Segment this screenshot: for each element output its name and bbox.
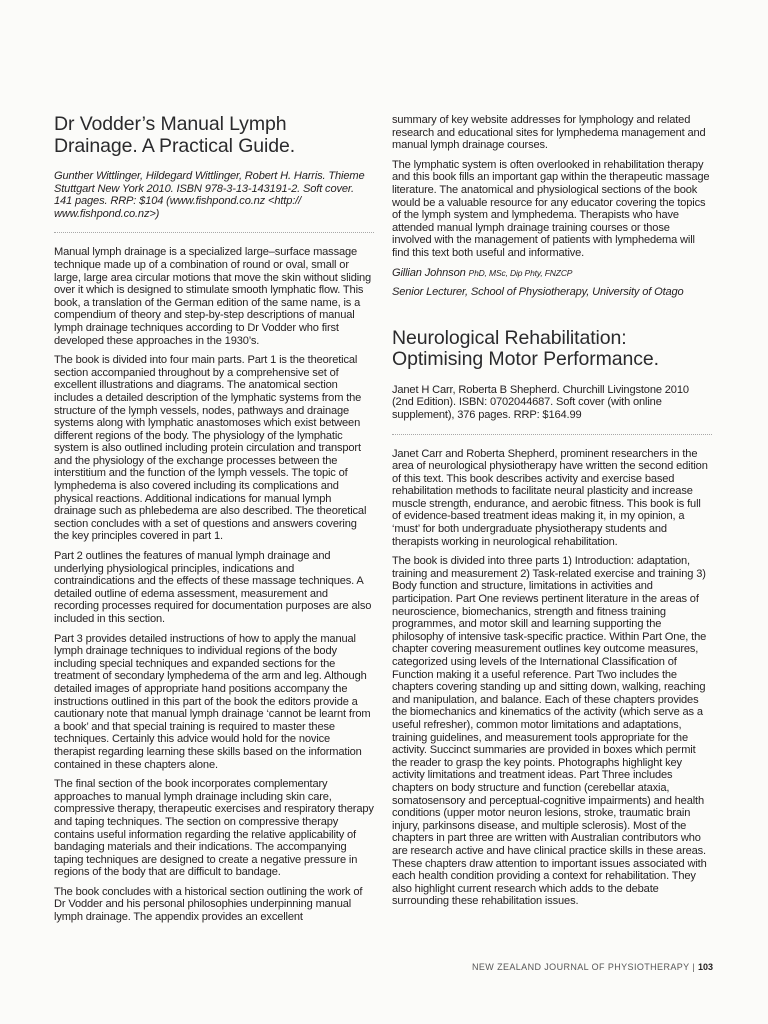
review-title-lymph-drainage: Dr Vodder’s Manual Lymph Drainage. A Practical Guide. xyxy=(54,113,296,157)
book-citation: Janet H Carr, Roberta B Shepherd. Churchill Livingstone 2010 (2nd Edition). ISBN: 0702044687. Soft cover (with online supplement), 376 pages. RRP: $164.99 xyxy=(392,383,689,421)
body-paragraph: Janet Carr and Roberta Shepherd, prominent researchers in the area of neurological physiotherapy have written the second edition of this text. This book describes activity and exercise based rehabilitation methods to facilitate neural plasticity and increase muscle strength, endurance, and aerobic fitness. This book is full of evidence-based treatment ideas making it, in my opinion, a ‘must’ for both undergraduate physiotherapy students and therapists working in neurological rehabilitation. xyxy=(392,447,708,548)
book-citation: Gunther Wittlinger, Hildegard Wittlinger, Robert H. Harris. Thieme Stuttgart New York 2010. ISBN 978-3-13-143191-2. Soft cover. 141 pages. RRP: $104 (www.fishpond.co.nz <http:// www.fishpond.co.nz>) xyxy=(54,170,365,220)
body-paragraph: Part 2 outlines the features of manual lymph drainage and underlying physiological principles, indications and contraindications and the effects of these massage techniques. A detailed outline of edema assessment, measurement and recording processes required for documentation purposes are also included in this section. xyxy=(54,550,372,625)
left-column xyxy=(54,114,374,931)
page-footer xyxy=(472,962,713,972)
body-paragraph: The book is divided into three parts 1) Introduction: adaptation, training and measurement 2) Task-related exercise and training 3) Body function and structure, limitations in activities and participation. Part One reviews pertinent literature in the areas of neuroscience, biomechanics, strength and fitness training programmes, and motor skill and learning supporting the philosophy of intensive task-specific practice. Within Part One, the chapter covering measurement outlines key outcome measures, categorized using levels of the International Classification of Function making it a useful reference. Part Two includes the chapters covering standing up and sitting down, walking, reaching and manipulation, and balance. Each of these chapters provides the biomechanics and kinematics of the activity (which serve as a useful refresher), common motor limitations and adaptations, training guidelines, and measurement tools appropriate for the activity. Succinct summaries are provided in boxes which permit the reader to grasp the key points. Photographs highlight key activity limitations and treatment ideas. Part Three includes chapters on body structure and function (cerebellar ataxia, somatosensory and perceptual-cognitive impairments) and health conditions (upper motor neuron lesions, stroke, traumatic brain injury, parkinsons disease, and multiple sclerosis). Most of the chapters in part three are written with Australian contributors who are research active and have clinical practice skills in these areas. These chapters draw attention to important issues associated with each health condition providing a context for rehabilitation. They also highlight current research which adds to the debate surrounding these rehabilitation issues. xyxy=(392,555,707,908)
body-paragraph: summary of key website addresses for lymphology and related research and educational sites for lymphedema management and manual lymph drainage courses. xyxy=(392,114,706,152)
body-paragraph: The final section of the book incorporates complementary approaches to manual lymph drainage including skin care, compressive therapy, therapeutic exercises and respiratory therapy and taping techniques. The section on compressive therapy contains useful information regarding the relative applicability of bandaging materials and their indications. The accompanying taping techniques are designed to create a negative pressure in regions of the body that are difficult to bandage. xyxy=(54,778,374,879)
body-paragraph: The lymphatic system is often overlooked in rehabilitation therapy and this book fills an important gap within the therapeutic massage literature. The anatomical and physiological sections of the book would be a valuable resource for any educator covering the topics of the lymph system and lymphedema. Therapists who have attended manual lymph drainage training courses or those involved with the management of patients with lymphedema will find this text both useful and informative. xyxy=(392,158,710,259)
body-paragraph: The book concludes with a historical section outlining the work of Dr Vodder and his personal philosophies underpinning manual lymph drainage. The appendix provides an excellent xyxy=(54,885,363,924)
reviewer-credentials: PhD, MSc, Dip Phty, FNZCP xyxy=(468,267,573,278)
footer-separator: | xyxy=(692,962,696,972)
dotted-divider xyxy=(54,232,374,233)
page-number: 103 xyxy=(697,962,713,972)
reviewer-role: Senior Lecturer, School of Physiotherapy, University of Otago xyxy=(392,286,684,299)
dotted-divider xyxy=(392,434,712,435)
body-paragraph: The book is divided into four main parts. Part 1 is the theoretical section accompanied throughout by a comprehensive set of excellent illustrations and diagrams. The anatomical section includes a detailed description of the lymphatic systems from the structure of the lymph vessels, nodes, pathways and drainage systems along with lymphatic anastomoses which exist between different regions of the body. The physiology of the lymphatic system is also outlined including protein circulation and transport and the physiology of the exchange processes between the interstitium and the function of the lymph vessels. The topic of lymphedema is also covered including its complications and physical reactions. Additional indications for manual lymph drainage such as phlebedema are also described. The theoretical section concludes with a set of questions and answers covering the key principles covered in part 1. xyxy=(54,354,367,543)
reviewer-name-line: Gillian Johnson PhD, MSc, Dip Phty, FNZCP xyxy=(392,266,573,279)
body-paragraph: Part 3 provides detailed instructions of how to apply the manual lymph drainage techniques to individual regions of the body including special techniques and expanded sections for the treatment of secondary lymphedema of the arm and leg. Although detailed images of appropriate hand positions accompany the instructions outlined in this part of the book the editors provide a cautionary note that manual lymph drainage ‘cannot be learnt from a book’ and that special training is required to master these techniques. Certainly this advice would hold for the novice therapist regarding learning these skills based on the information contained in these chapters alone. xyxy=(54,632,371,771)
body-paragraph: Manual lymph drainage is a specialized large–surface massage technique made up of a combination of round or oval, small or large, large area circular motions that move the skin without sliding over it which is designed to stimulate smooth lymphatic flow. This book, a translation of the German edition of the same name, is a compendium of theory and step-by-step descriptions of manual lymph drainage techniques according to Dr Vodder who first developed these approaches in the 1930’s. xyxy=(54,246,372,347)
review-title-neuro-rehab: Neurological Rehabilitation: Optimising Motor Performance. xyxy=(392,326,659,371)
journal-name: NEW ZEALAND JOURNAL OF PHYSIOTHERAPY xyxy=(471,962,690,972)
right-column xyxy=(392,114,712,915)
